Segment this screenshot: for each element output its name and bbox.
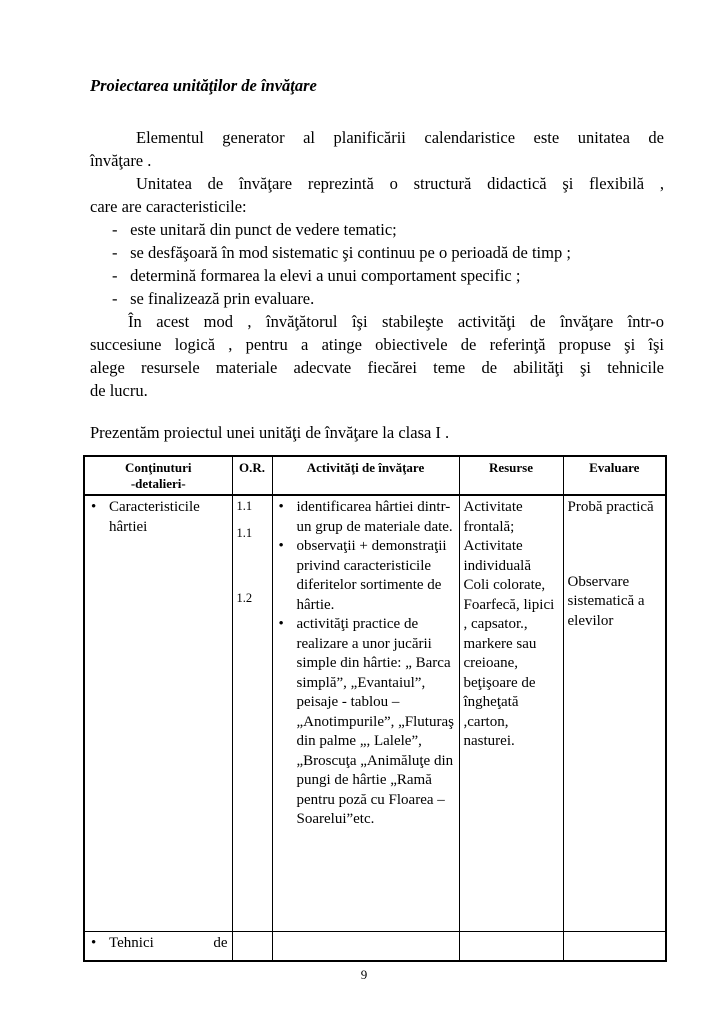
dash-list-item: - determină formarea la elevi a unui comportament specific ; xyxy=(112,266,521,285)
bullet-item: • identificarea hârtiei dintr-un grup de materiale date. xyxy=(277,498,455,537)
page-number: 9 xyxy=(360,967,368,982)
paragraph-line: Elementul generator al planificării calendaristice este unitatea de xyxy=(136,128,664,147)
evaluare-item: Observare sistematică a elevilor xyxy=(567,573,645,629)
paragraph-line: de lucru. xyxy=(90,381,148,400)
section-heading: Proiectarea unităţilor de învăţare xyxy=(90,76,317,95)
paragraph-line: În acest mod , învăţătorul îşi stabileşte activităţi de învăţare într-o xyxy=(128,312,664,331)
bullet-item: • Tehnici de xyxy=(89,934,228,954)
cell-activitati xyxy=(272,931,459,961)
cell-continut xyxy=(84,495,232,931)
header-continuturi: Conţinuturi -detalieri- xyxy=(84,456,232,495)
paragraph-line: alege resursele materiale adecvate fiecărei teme de abilităţi şi tehnicile xyxy=(90,358,664,377)
table-row xyxy=(84,495,666,931)
table-header-row xyxy=(84,456,666,495)
bullet-item: • Caracteristicile hârtiei xyxy=(89,498,228,537)
cell-resurse xyxy=(459,931,563,961)
cell-evaluare xyxy=(563,495,666,931)
cell-activitati xyxy=(272,495,459,931)
header-activitati: Activităţi de învăţare xyxy=(272,456,459,495)
paragraph-line: care are caracteristicile: xyxy=(90,197,247,216)
or-value: 1.2 xyxy=(236,591,253,605)
paragraph-line: învăţare . xyxy=(90,151,152,170)
cell-or xyxy=(232,495,272,931)
learning-unit-table xyxy=(83,455,667,962)
intro-line: Prezentăm proiectul unei unităţi de învăţare la clasa I . xyxy=(90,423,450,442)
dash-list-item: - se finalizează prin evaluare. xyxy=(112,289,315,308)
cell-resurse: Activitate frontală; Activitate individuală Coli colorate, Foarfecă, lipici , capsator., markere sau creioane, beţişoare de îngheţată ,carton, nasturei. xyxy=(459,495,563,931)
or-value: 1.1 xyxy=(236,499,253,513)
cell-continut xyxy=(84,931,232,961)
cell-evaluare xyxy=(563,931,666,961)
paragraph-line: Unitatea de învăţare reprezintă o structură didactică şi flexibilă , xyxy=(136,174,664,193)
or-value: 1.1 xyxy=(236,526,253,540)
evaluare-item: Probă practică xyxy=(567,499,654,515)
bullet-item: • observaţii + demonstraţii privind caracteristicile diferitelor sortimente de hârtie. xyxy=(277,537,455,615)
header-resurse: Resurse xyxy=(459,456,563,495)
header-or: O.R. xyxy=(232,456,272,495)
body-text xyxy=(90,126,664,402)
table-row xyxy=(84,931,666,961)
cell-or xyxy=(232,931,272,961)
paragraph-line: succesiune logică , pentru a atinge obiectivele de referinţă propuse şi îşi xyxy=(90,335,664,354)
dash-list-item: - se desfăşoară în mod sistematic şi continuu pe o perioadă de timp ; xyxy=(112,243,571,262)
header-evaluare: Evaluare xyxy=(563,456,666,495)
dash-list-item: - este unitară din punct de vedere tematic; xyxy=(112,220,397,239)
bullet-item: • activităţi practice de realizare a unor jucării simple din hârtie: „ Barca simplă”, „Evantaiul”, peisaje - tablou – „Anotimpurile”, „Fluturaş din palme „, Lalele”, „Broscuţa „Animăluţe din pungi de hârtie „Ramă pentru poză cu Floarea – Soarelui”etc. xyxy=(277,615,455,830)
